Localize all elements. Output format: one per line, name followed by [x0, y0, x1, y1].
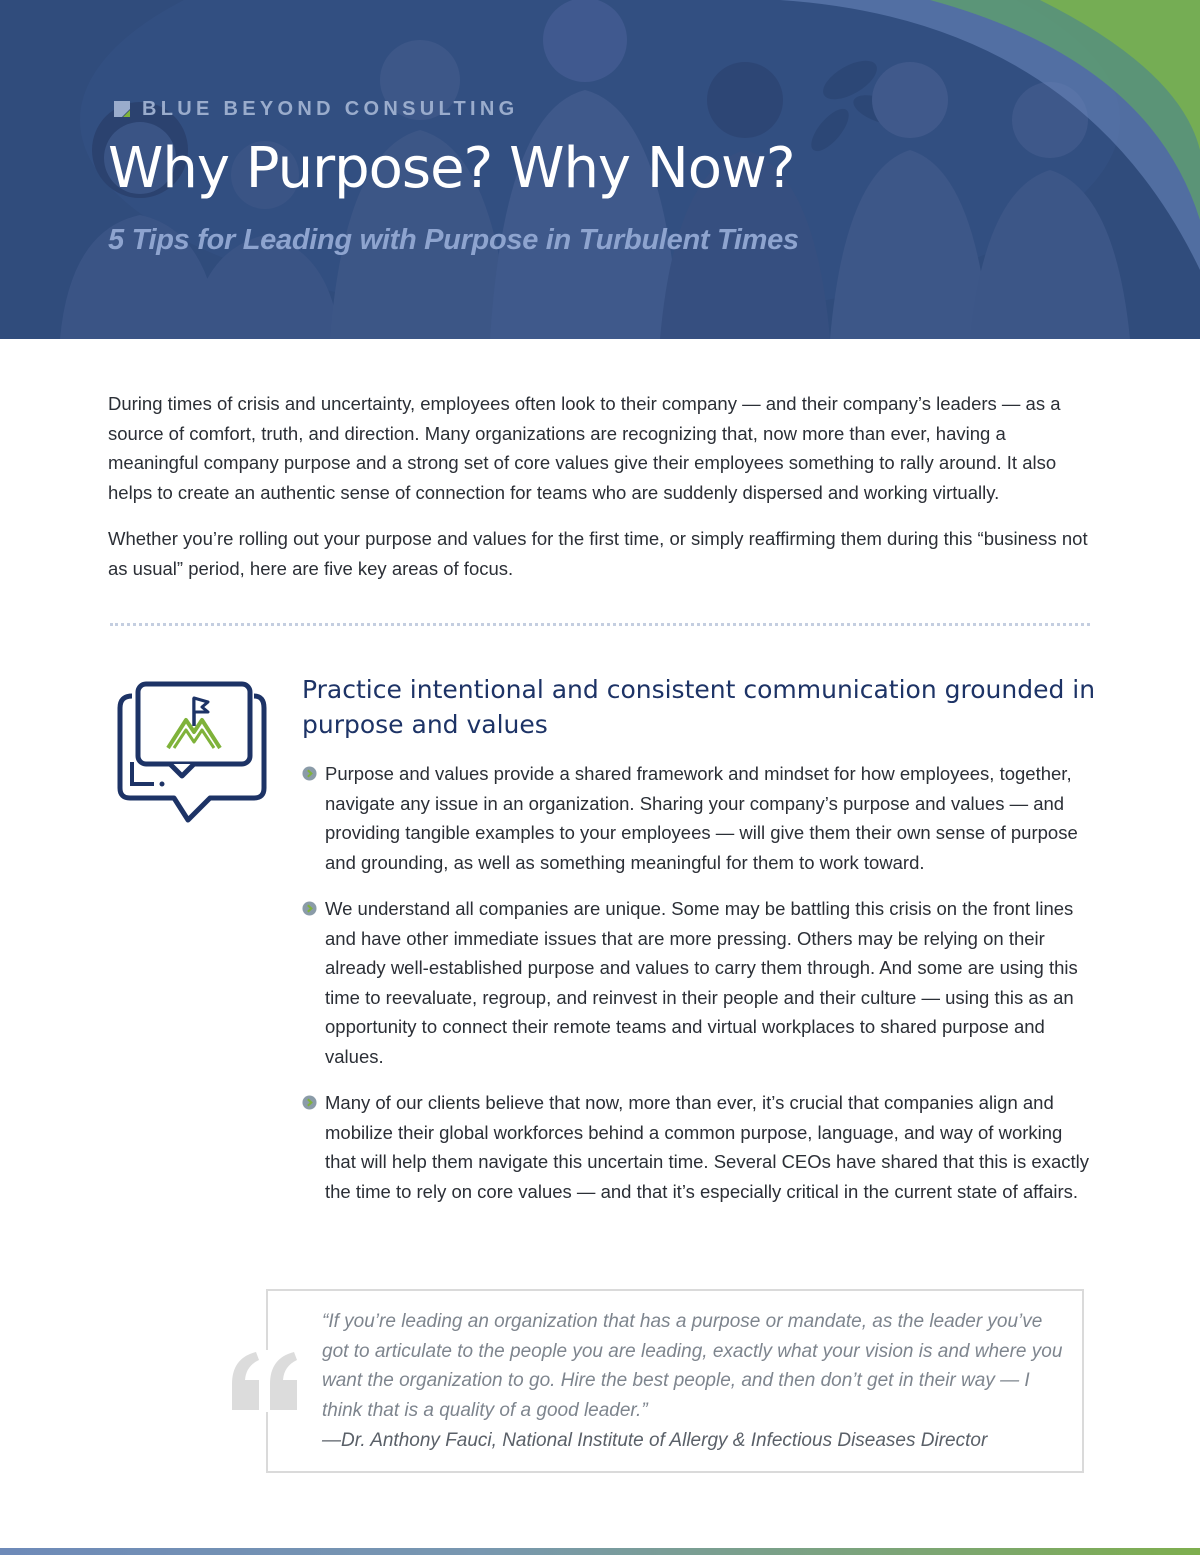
page-subtitle: 5 Tips for Leading with Purpose in Turbulent Times [108, 224, 799, 256]
quotation-mark-icon [228, 1350, 304, 1412]
quote-text: “If you’re leading an organization that has a purpose or mandate, as the leader you’ve got to articulate to the people you are leading, exactly what your vision is and where you want the organization to go. Hire the best people, and then don’t get in their way — I think that is a quality of a good leader.” [322, 1311, 1063, 1421]
list-item [302, 1088, 1092, 1206]
section-heading: Practice intentional and consistent communication grounded in purpose and values [302, 675, 1096, 739]
dotted-divider [110, 623, 1090, 626]
bullet-list [302, 759, 1092, 1223]
brand-name: BLUE BEYOND CONSULTING [142, 97, 519, 120]
intro-paragraph: During times of crisis and uncertainty, employees often look to their company — and their company’s leaders — as a source of comfort, truth, and direction. Many organizations are recognizing that, now more than ever, having a meaningful company purpose and a strong set of core values give their employees something to rally around. It also helps to create an authentic sense of connection for teams who are suddenly dispersed and working virtually. [108, 393, 1061, 503]
chevron-circle-icon [302, 1095, 317, 1110]
bullet-text: We understand all companies are unique. Some may be battling this crisis on the front lines and have other immediate issues that are more pressing. Others may be relying on their already well-established purpose and values to carry them through. And some are using this time to reevaluate, regroup, and reinvest in their people and their culture — using this as an opportunity to connect their remote teams and virtual workplaces to shared purpose and values. [325, 898, 1078, 1067]
quote-attribution: —Dr. Anthony Fauci, National Institute of Allergy & Infectious Diseases Director [322, 1430, 988, 1451]
footer-gradient-bar [0, 1548, 1200, 1555]
brand-square-icon [112, 99, 132, 119]
page-title: Why Purpose? Why Now? [108, 136, 795, 201]
bullet-text: Purpose and values provide a shared framework and mindset for how employees, together, navigate any issue in an organization. Sharing your company’s purpose and values — and providing tangible examples to your employees — will give them their own sense of purpose and grounding, as well as something meaningful for them to work toward. [325, 763, 1078, 873]
speech-bubble-mountain-flag-icon [112, 676, 272, 828]
hero-banner [0, 0, 1200, 339]
bullet-text: Many of our clients believe that now, more than ever, it’s crucial that companies align and mobilize their global workforces behind a common purpose, language, and way of working that will help them navigate this uncertain time. Several CEOs have shared that this is exactly the time to rely on core values — and that it’s especially critical in the current state of affairs. [325, 1092, 1090, 1202]
list-item [302, 759, 1092, 877]
chevron-circle-icon [302, 901, 317, 916]
list-item [302, 894, 1092, 1071]
intro-paragraph: Whether you’re rolling out your purpose and values for the first time, or simply reaffirming them during this “business not as usual” period, here are five key areas of focus. [108, 528, 1088, 579]
chevron-circle-icon [302, 766, 317, 781]
intro-text [108, 389, 1098, 600]
brand-logo [112, 96, 518, 122]
